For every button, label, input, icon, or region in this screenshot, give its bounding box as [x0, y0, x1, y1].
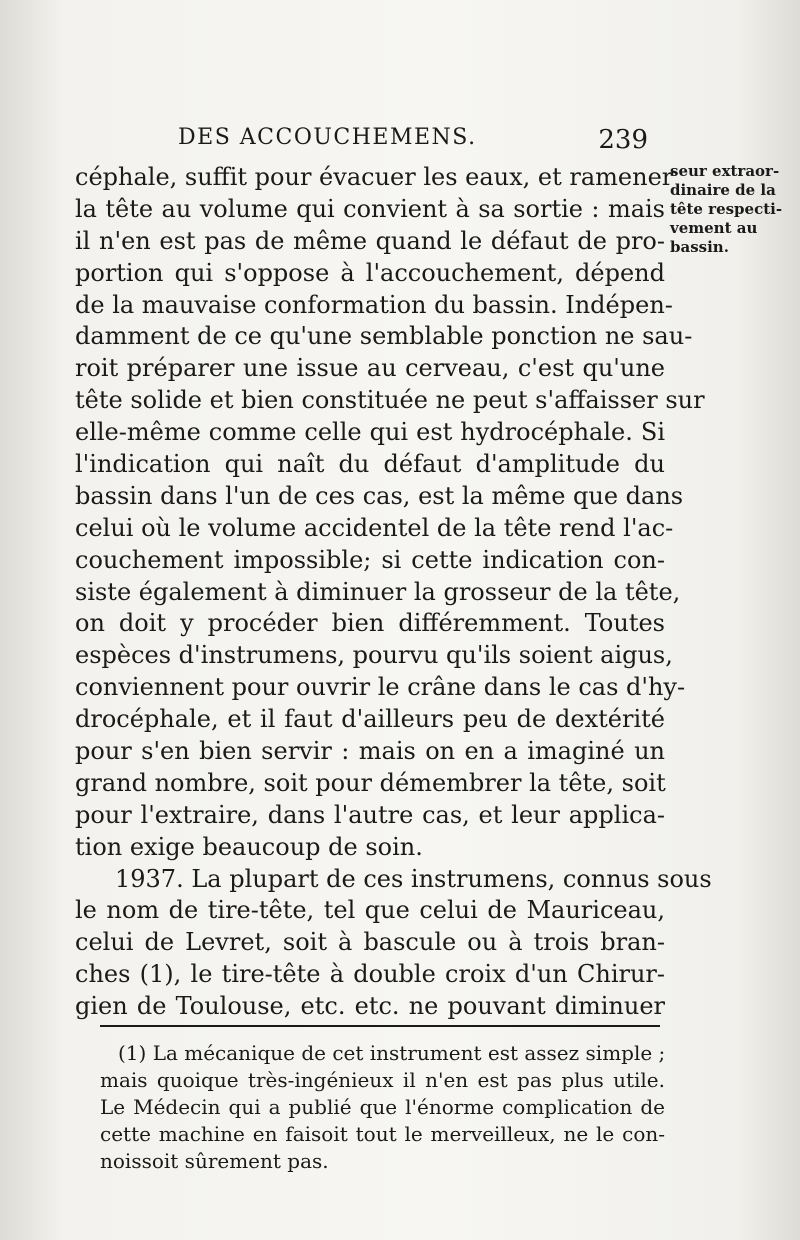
body-line: le nom de tire-tête, tel que celui de Mauriceau,: [75, 896, 665, 925]
body-line: 1937. La plupart de ces instrumens, connus sous: [115, 864, 712, 893]
body-line: roit préparer une issue au cerveau, c'est qu'une: [75, 354, 665, 383]
body-line: ches (1), le tire-tête à double croix d'un Chirur-: [75, 960, 665, 989]
body-line: espèces d'instrumens, pourvu qu'ils soient aigus,: [75, 641, 673, 670]
body-line: tête solide et bien constituée ne peut s'affaisser sur: [75, 386, 705, 415]
body-line: l'indication qui naît du défaut d'amplitude du: [75, 450, 665, 479]
body-line: il n'en est pas de même quand le défaut de pro-: [75, 226, 665, 255]
body-line: siste également à diminuer la grosseur de la tête,: [75, 577, 681, 606]
body-line: elle-même comme celle qui est hydrocéphale. Si: [75, 418, 665, 447]
margin-note-line: dinaire de la: [670, 181, 776, 199]
body-line: on doit y procéder bien différemment. Toutes: [75, 609, 665, 638]
page-number: 239: [598, 125, 648, 155]
running-title: DES ACCOUCHEMENS.: [178, 125, 477, 150]
body-line: couchement impossible; si cette indication con-: [75, 545, 665, 574]
body-line: celui de Levret, soit à bascule ou à trois bran-: [75, 928, 665, 957]
body-line: la tête au volume qui convient à sa sortie : mais: [75, 194, 665, 223]
footnote-line: Le Médecin qui a publié que l'énorme complication de: [100, 1095, 665, 1119]
margin-note-line: seur extraor-: [670, 162, 780, 180]
body-line: portion qui s'oppose à l'accouchement, dépend: [75, 258, 665, 287]
body-text: [75, 162, 712, 1023]
margin-note-line: bassin.: [670, 238, 729, 256]
body-line: grand nombre, soit pour démembrer la tête, soit: [75, 768, 666, 797]
footnote: [100, 1040, 665, 1175]
body-line: tion exige beaucoup de soin.: [75, 832, 423, 861]
margin-note-line: tête respecti-: [670, 200, 783, 218]
footnote-line: mais quoique très-ingénieux il n'en est pas plus utile.: [100, 1068, 665, 1092]
margin-note: [670, 162, 798, 257]
body-line: de la mauvaise conformation du bassin. Indépen-: [75, 290, 673, 319]
body-line: damment de ce qu'une semblable ponction ne sau-: [75, 322, 693, 351]
body-line: pour s'en bien servir : mais on en a imaginé un: [75, 737, 665, 766]
page-header: [178, 125, 648, 159]
body-line: gien de Toulouse, etc. etc. ne pouvant diminuer: [75, 992, 665, 1021]
body-line: pour l'extraire, dans l'autre cas, et leur applica-: [75, 800, 665, 829]
footnote-line: (1) La mécanique de cet instrument est assez simple ;: [118, 1041, 666, 1065]
footnote-rule: [100, 1025, 660, 1027]
body-line: drocéphale, et il faut d'ailleurs peu de dextérité: [75, 705, 665, 734]
body-line: conviennent pour ouvrir le crâne dans le cas d'hy-: [75, 673, 686, 702]
body-line: céphale, suffit pour évacuer les eaux, et ramener: [75, 163, 674, 191]
footnote-line: cette machine en faisoit tout le merveilleux, ne le con-: [100, 1122, 665, 1146]
margin-note-line: vement au: [670, 219, 758, 237]
body-line: bassin dans l'un de ces cas, est la même que dans: [75, 481, 684, 510]
body-line: celui où le volume accidentel de la tête rend l'ac-: [75, 513, 674, 542]
footnote-line: noissoit sûrement pas.: [100, 1149, 329, 1173]
